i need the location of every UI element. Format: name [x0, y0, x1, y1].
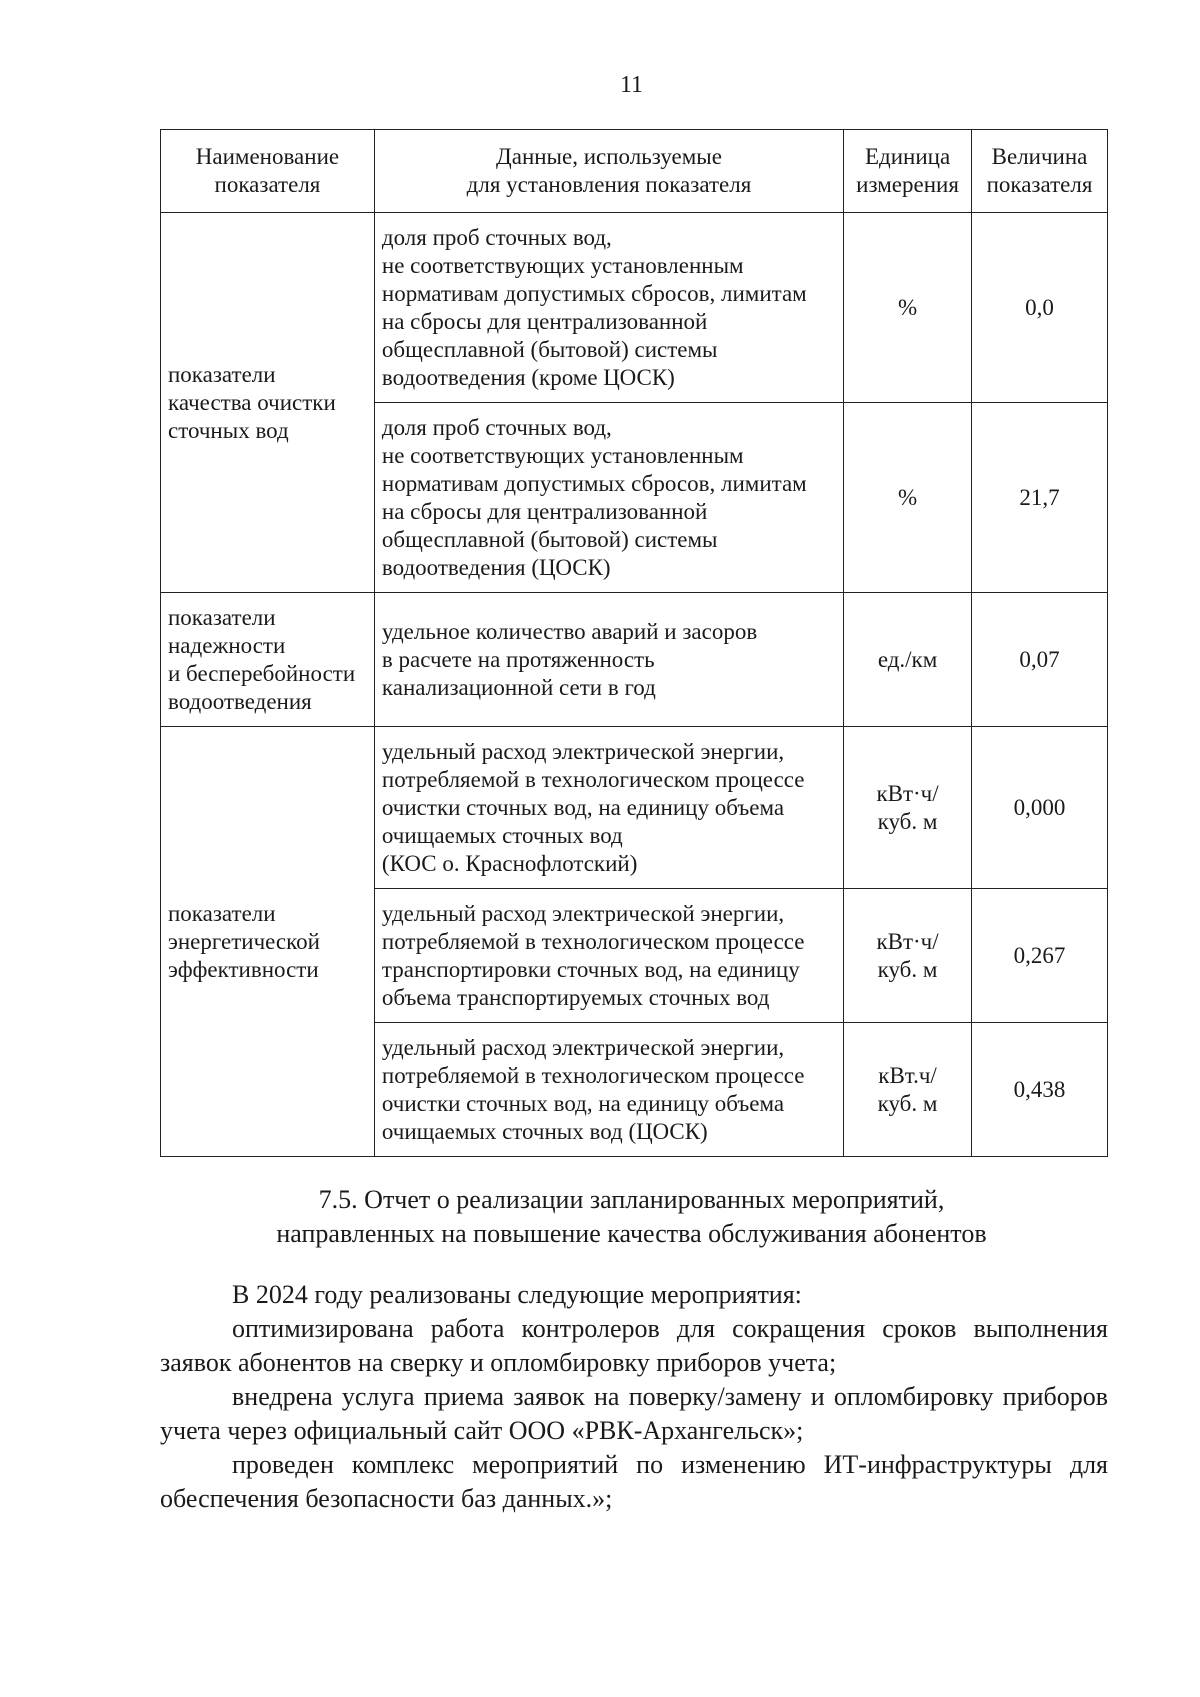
section-body	[160, 1278, 1108, 1516]
header-unit: Единица измерения	[844, 130, 972, 213]
table-header	[161, 130, 1108, 213]
group-name-energy-efficiency: показатели энергетической эффективности	[161, 727, 375, 1157]
header-data-used: Данные, используемые для установления показателя	[374, 130, 843, 213]
row-value: 0,438	[972, 1023, 1108, 1157]
table-row	[161, 727, 1108, 889]
paragraph-intro: В 2024 году реализованы следующие мероприятия:	[232, 1280, 802, 1309]
indicators-table	[160, 129, 1108, 1157]
row-data: доля проб сточных вод, не соответствующих установленным нормативам допустимых сбросов, лимитам на сбросы для централизованной общесплавной (бытовой) системы водоотведения (кроме ЦОСК)	[374, 213, 843, 403]
header-value: Величина показателя	[972, 130, 1108, 213]
paragraph-online-service: внедрена услуга приема заявок на поверку/замену и опломбировку приборов учета через официальный сайт ООО «РВК-Архангельск»;	[160, 1382, 1108, 1445]
section-title-line-2: направленных на повышение качества обслуживания абонентов	[276, 1219, 987, 1248]
paragraph-controllers: оптимизирована работа контролеров для сокращения сроков выполнения заявок абонентов на сверку и опломбировку приборов учета;	[160, 1314, 1108, 1377]
row-unit: %	[844, 213, 972, 403]
row-data: доля проб сточных вод, не соответствующих установленным нормативам допустимых сбросов, лимитам на сбросы для централизованной общесплавной (бытовой) системы водоотведения (ЦОСК)	[374, 403, 843, 593]
row-value: 21,7	[972, 403, 1108, 593]
group-name-reliability: показатели надежности и бесперебойности водоотведения	[161, 593, 375, 727]
table-row	[161, 593, 1108, 727]
header-indicator-name: Наименование показателя	[161, 130, 375, 213]
row-value: 0,000	[972, 727, 1108, 889]
header-row	[161, 130, 1108, 213]
section-title	[0, 1183, 1200, 1251]
row-data: удельный расход электрической энергии, потребляемой в технологическом процессе очистки сточных вод, на единицу объема очищаемых сточных вод (КОС о. Краснофлотский)	[374, 727, 843, 889]
group-name-treatment-quality: показатели качества очистки сточных вод	[161, 213, 375, 593]
row-unit: %	[844, 403, 972, 593]
row-data: удельный расход электрической энергии, потребляемой в технологическом процессе очистки сточных вод, на единицу объема очищаемых сточных вод (ЦОСК)	[374, 1023, 843, 1157]
row-value: 0,0	[972, 213, 1108, 403]
row-unit: кВт.ч/ куб. м	[844, 1023, 972, 1157]
page-number: 11	[619, 72, 644, 98]
table-row	[161, 213, 1108, 403]
row-unit: ед./км	[844, 593, 972, 727]
row-data: удельное количество аварий и засоров в расчете на протяженность канализационной сети в год	[374, 593, 843, 727]
row-unit: кВт·ч/ куб. м	[844, 727, 972, 889]
row-unit: кВт·ч/ куб. м	[844, 889, 972, 1023]
row-value: 0,07	[972, 593, 1108, 727]
row-data: удельный расход электрической энергии, потребляемой в технологическом процессе транспортировки сточных вод, на единицу объема транспортируемых сточных вод	[374, 889, 843, 1023]
section-title-line-1: 7.5. Отчет о реализации запланированных мероприятий,	[318, 1185, 945, 1214]
paragraph-it-infrastructure: проведен комплекс мероприятий по изменению ИТ-инфраструктуры для обеспечения безопасности баз данных.»;	[160, 1450, 1108, 1513]
row-value: 0,267	[972, 889, 1108, 1023]
